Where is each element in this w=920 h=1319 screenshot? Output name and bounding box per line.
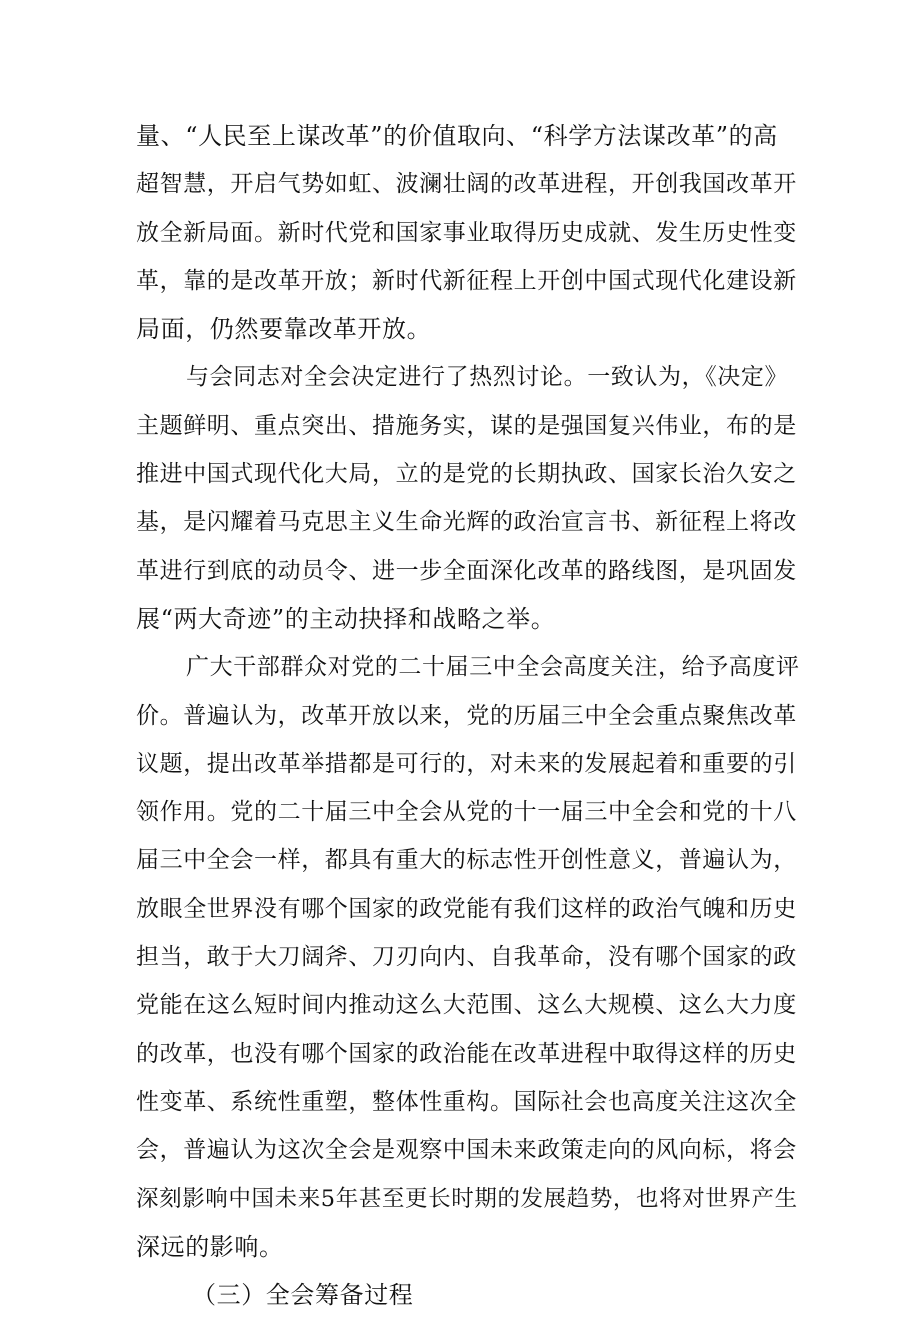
text-line: 性变革、系统性重塑，整体性重构。国际社会也高度关注这次全 (136, 1088, 797, 1115)
text-line: 革，靠的是改革开放；新时代新征程上开创中国式现代化建设新 (136, 267, 797, 294)
text-line: 会，普遍认为这次全会是观察中国未来政策走向的风向标，将会 (136, 1137, 797, 1164)
text-line: 的改革，也没有哪个国家的政治能在改革进程中取得这样的历史 (136, 1040, 797, 1067)
text-line: 价。普遍认为，改革开放以来，党的历届三中全会重点聚焦改革 (136, 702, 797, 729)
text-line: 领作用。党的二十届三中全会从党的十一届三中全会和党的十八 (136, 799, 797, 826)
text-line: 量、“人民至上谋改革”的价值取向、“科学方法谋改革”的高 (136, 122, 778, 150)
text-line: 革进行到底的动员令、进一步全面深化改革的路线图，是巩固发 (136, 557, 797, 584)
text-line: 主题鲜明、重点突出、措施务实，谋的是强国复兴伟业，布的是 (136, 412, 797, 439)
text-line: 议题，提出改革举措都是可行的，对未来的发展起着和重要的引 (136, 750, 797, 777)
text-line: 超智慧，开启气势如虹、波澜壮阔的改革进程，开创我国改革开 (136, 171, 797, 198)
text-line: 放眼全世界没有哪个国家的政党能有我们这样的政治气魄和历史 (136, 895, 797, 922)
text-line: 与会同志对全会决定进行了热烈讨论。一致认为，《决定》 (186, 364, 789, 391)
text-line: 展“两大奇迹”的主动抉择和战略之举。 (136, 604, 556, 633)
text-line: 推进中国式现代化大局，立的是党的长期执政、国家长治久安之 (136, 461, 797, 488)
text-line: 深远的影响。 (136, 1232, 284, 1261)
text-line: 广大干部群众对党的二十届三中全会高度关注，给予高度评 (186, 654, 800, 681)
text-line: 基，是闪耀着马克思主义生命光辉的政治宣言书、新征程上将改 (136, 509, 797, 536)
text-line: 局面，仍然要靠改革开放。 (136, 315, 432, 344)
text-line: 担当，敢于大刀阔斧、刀刃向内、自我革命，没有哪个国家的政 (136, 944, 797, 971)
paragraph-3 (136, 643, 800, 1271)
text-line: 届三中全会一样，都具有重大的标志性开创性意义，普遍认为， (136, 847, 797, 874)
paragraph-1 (136, 112, 800, 353)
text-line: 放全新局面。新时代党和国家事业取得历史成就、发生历史性变 (136, 219, 797, 246)
text-line: 深刻影响中国未来5年甚至更长时期的发展趋势，也将对世界产生 (136, 1185, 798, 1212)
text-line: 党能在这么短时间内推动这么大范围、这么大规模、这么大力度 (136, 992, 797, 1019)
section-heading: （三）全会筹备过程 (192, 1281, 414, 1310)
paragraph-2 (136, 353, 800, 643)
document-body (136, 112, 800, 1319)
